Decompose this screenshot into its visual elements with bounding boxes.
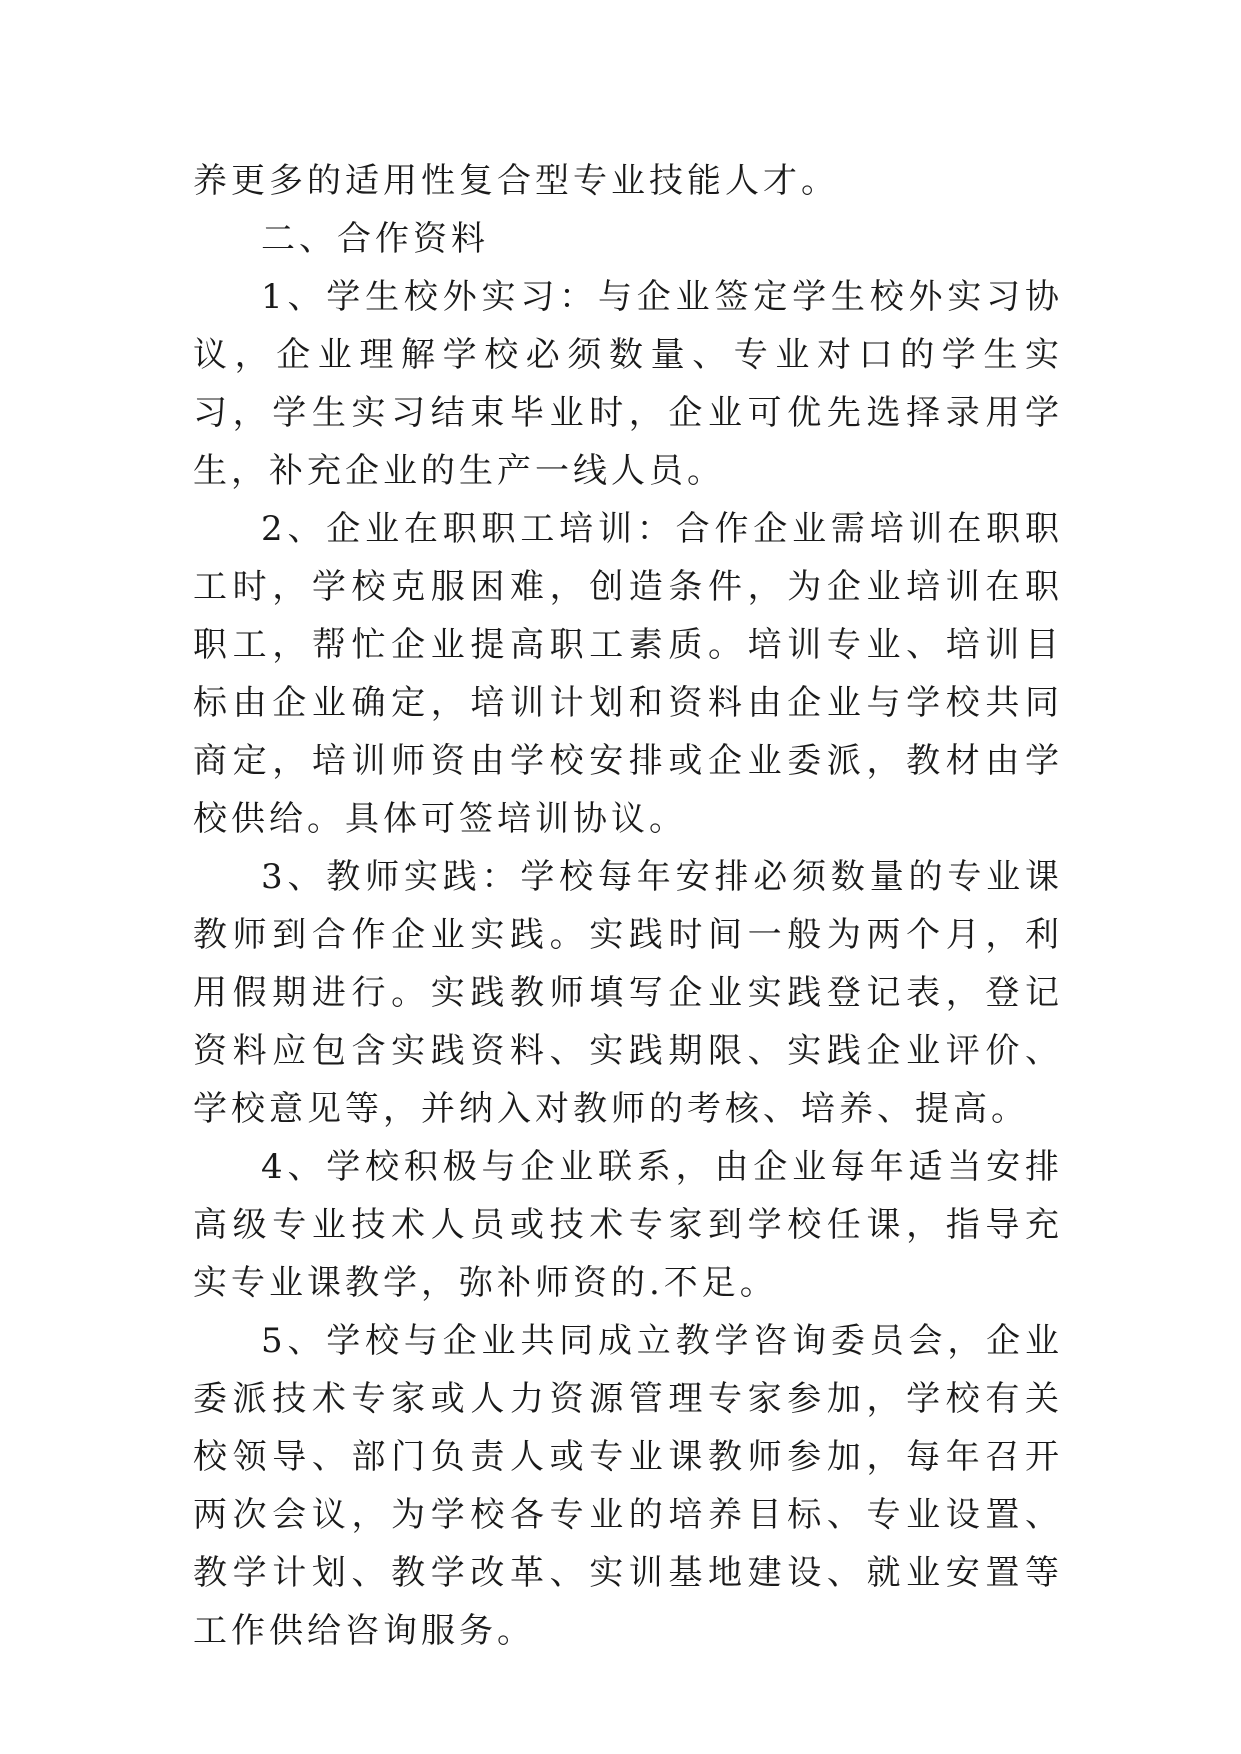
paragraph-item-2: 2、企业在职职工培训：合作企业需培训在职职工时，学校克服困难，创造条件，为企业培训在职职工，帮忙企业提高职工素质。培训专业、培训目标由企业确定，培训计划和资料由企业与学校共同商定，培训师资由学校安排或企业委派，教材由学校供给。具体可签培训协议。 [193, 509, 1063, 839]
paragraph-continuation: 养更多的适用性复合型专业技能人才。 [193, 161, 839, 201]
document-body [193, 152, 1063, 1660]
section-heading: 二、合作资料 [261, 219, 489, 259]
paragraph-item-3: 3、教师实践：学校每年安排必须数量的专业课教师到合作企业实践。实践时间一般为两个月，利用假期进行。实践教师填写企业实践登记表，登记资料应包含实践资料、实践期限、实践企业评价、学校意见等，并纳入对教师的考核、培养、提高。 [193, 857, 1063, 1129]
paragraph-item-4: 4、学校积极与企业联系，由企业每年适当安排高级专业技术人员或技术专家到学校任课，指导充实专业课教学，弥补师资的.不足。 [193, 1147, 1063, 1303]
paragraph-item-1: 1、学生校外实习：与企业签定学生校外实习协议，企业理解学校必须数量、专业对口的学生实习，学生实习结束毕业时，企业可优先选择录用学生，补充企业的生产一线人员。 [193, 277, 1063, 491]
paragraph-item-5: 5、学校与企业共同成立教学咨询委员会，企业委派技术专家或人力资源管理专家参加，学校有关校领导、部门负责人或专业课教师参加，每年召开两次会议，为学校各专业的培养目标、专业设置、教学计划、教学改革、实训基地建设、就业安置等工作供给咨询服务。 [193, 1321, 1063, 1651]
